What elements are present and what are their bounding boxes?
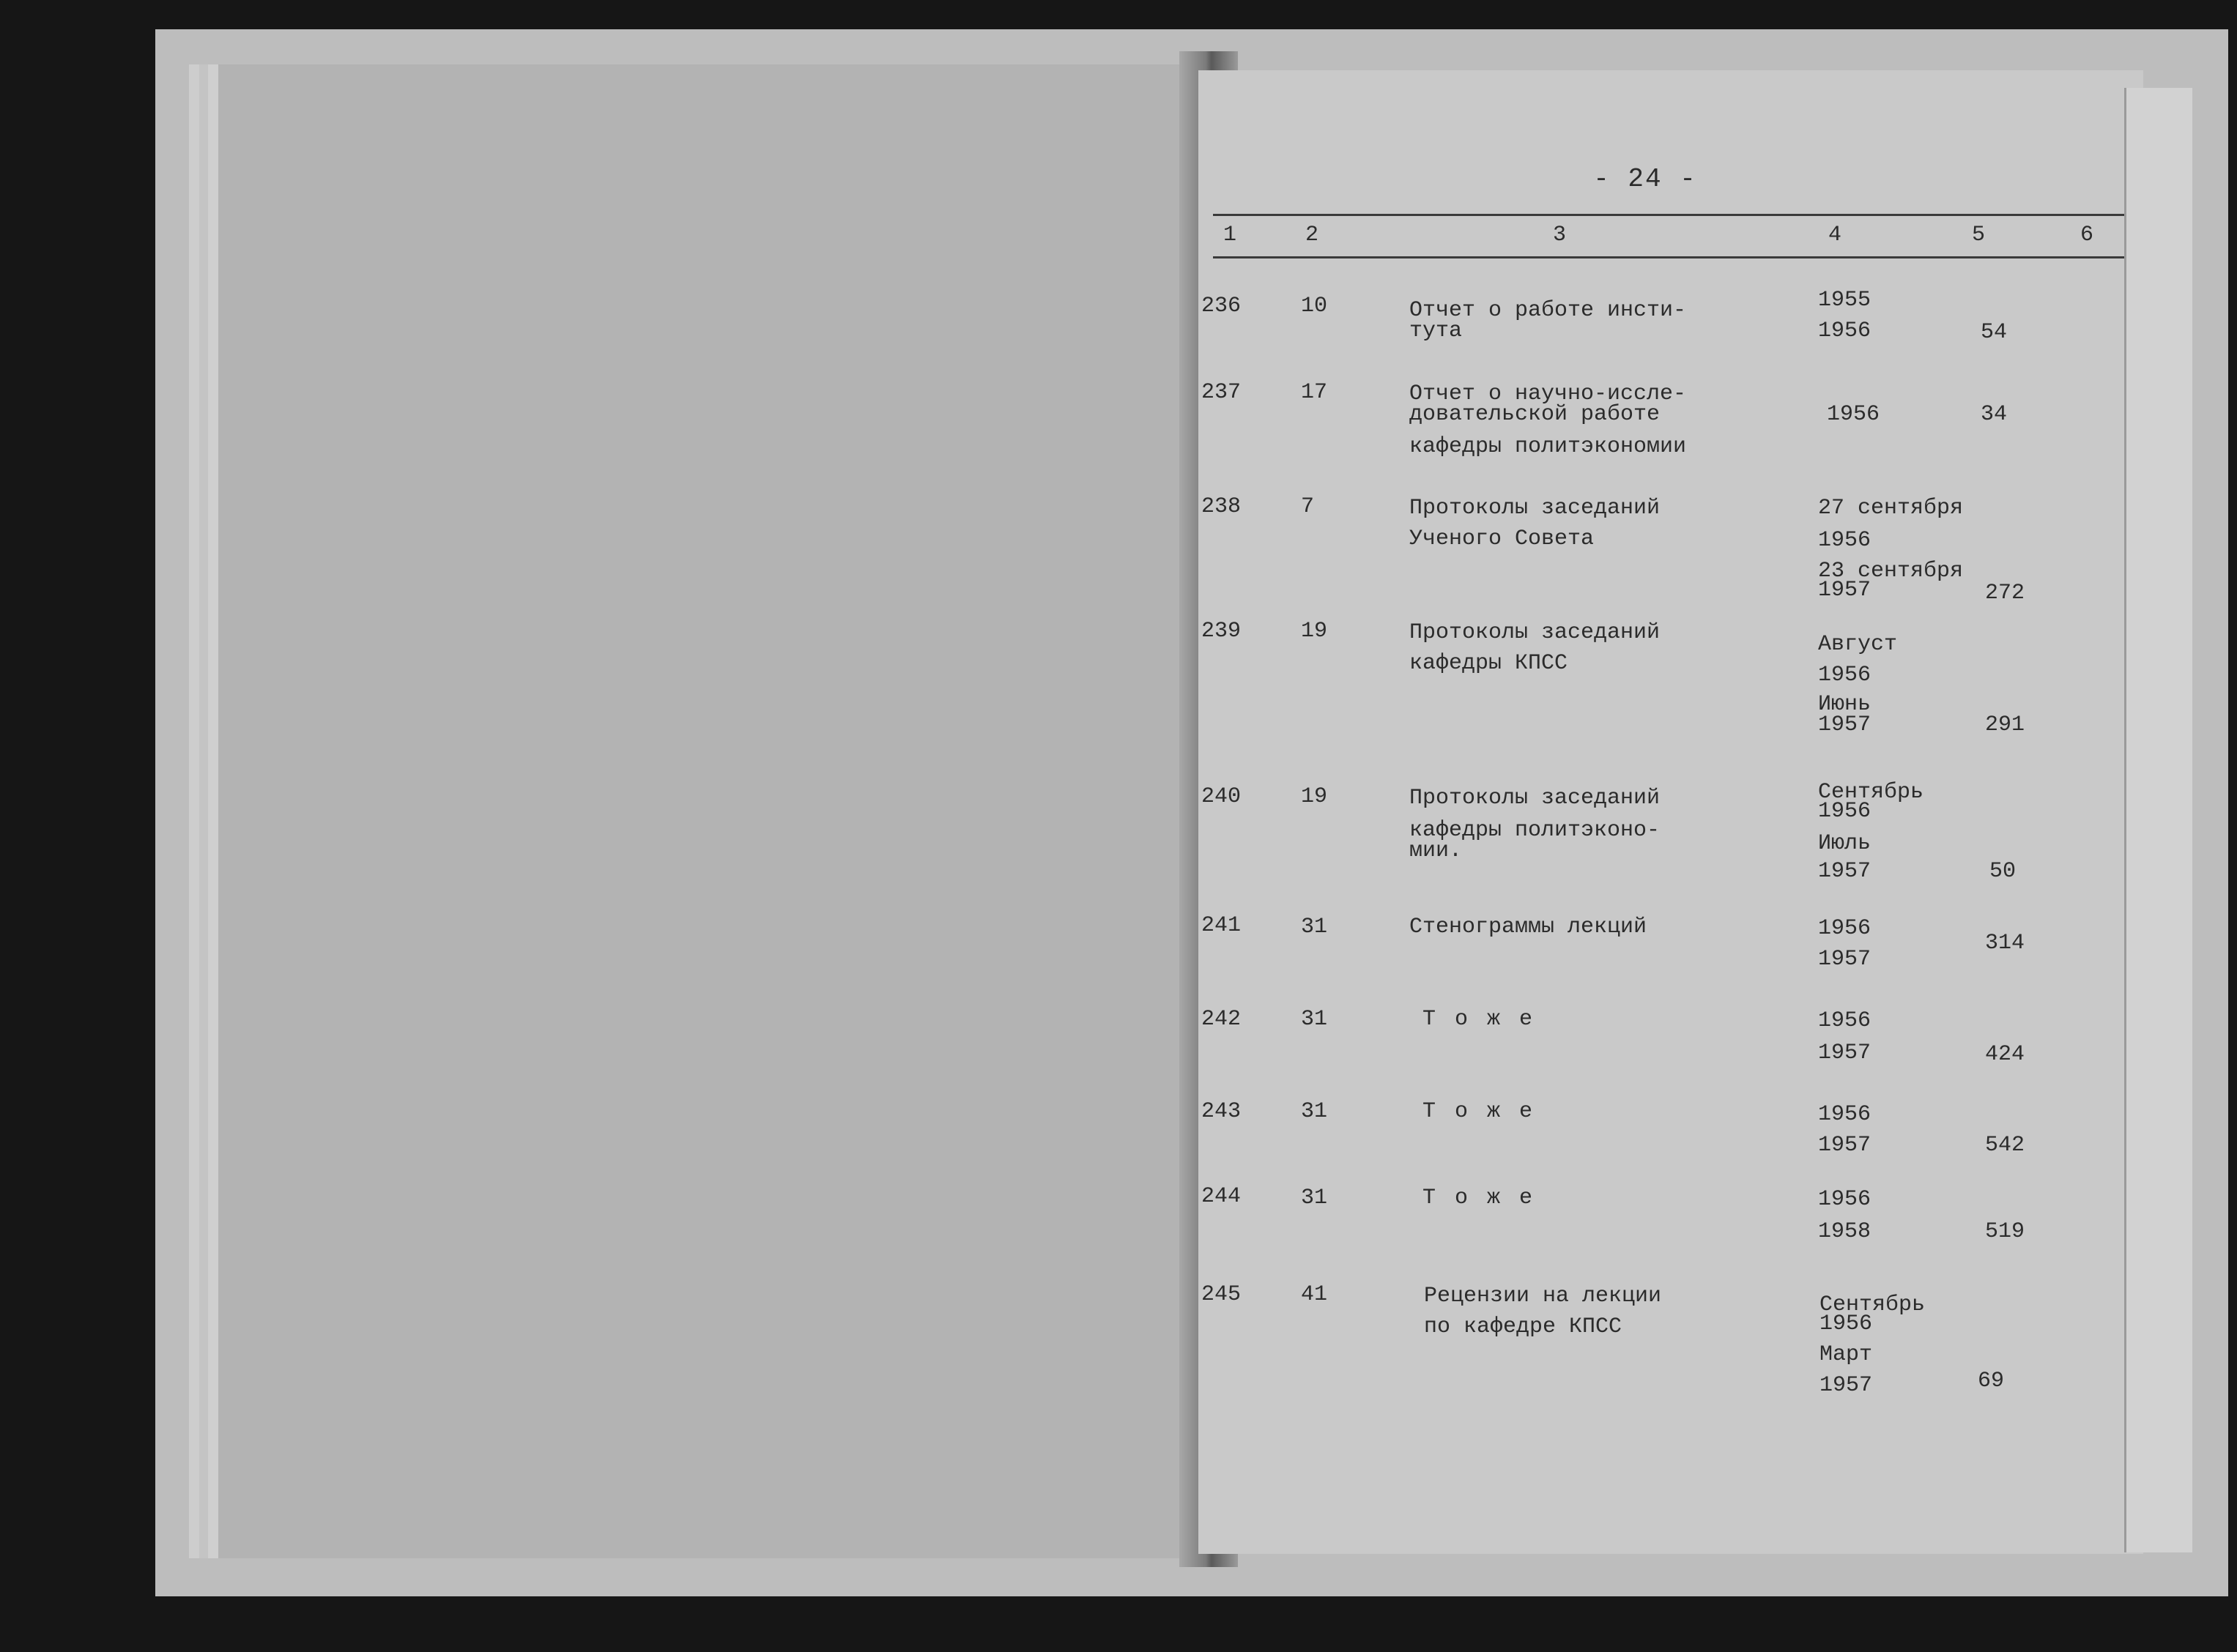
- row-count: 272: [1985, 581, 2025, 606]
- row-date: 1956: [1818, 1102, 1871, 1127]
- row-title-line: кафедры политэконо-: [1409, 818, 1661, 843]
- row-date: 1956: [1818, 916, 1871, 941]
- row-count: 314: [1985, 931, 2025, 956]
- row-title-line: Отчет о работе инсти-: [1409, 298, 1687, 323]
- row-date: 1956: [1819, 1311, 1873, 1336]
- table-header-top-rule: [1213, 214, 2129, 216]
- row-date: Июль: [1818, 831, 1871, 856]
- row-number: 236: [1201, 294, 1242, 319]
- row-date: 1956: [1818, 1187, 1871, 1212]
- row-title-line: Тоже: [1422, 1186, 1552, 1210]
- row-title-line: Стенограммы лекций: [1409, 915, 1647, 940]
- row-count: 69: [1978, 1369, 2005, 1394]
- row-number: 244: [1201, 1184, 1242, 1209]
- row-col2: 31: [1301, 1186, 1328, 1210]
- row-number: 240: [1201, 784, 1242, 809]
- row-date: 1957: [1818, 859, 1871, 884]
- row-date: 1956: [1827, 402, 1880, 427]
- row-title-line: Рецензии на лекции: [1424, 1284, 1662, 1309]
- row-date: 1958: [1818, 1219, 1871, 1244]
- row-date: 1956: [1818, 319, 1871, 343]
- row-title-line: Ученого Совета: [1409, 527, 1595, 551]
- row-col2: 17: [1301, 380, 1328, 405]
- row-date: Сентябрь: [1818, 780, 1924, 805]
- row-number: 241: [1201, 913, 1242, 938]
- row-date: 27 сентября: [1818, 496, 1964, 521]
- row-title-line: Тоже: [1422, 1099, 1552, 1124]
- row-date: 1956: [1818, 1008, 1871, 1033]
- column-header-6: 6: [2080, 223, 2094, 248]
- page-stack-edge: [2124, 88, 2192, 1552]
- row-date: Март: [1819, 1342, 1873, 1367]
- row-count: 542: [1985, 1133, 2025, 1158]
- row-title-line: по кафедре КПСС: [1424, 1314, 1622, 1339]
- row-title-line: тута: [1409, 319, 1463, 343]
- table-header-bottom-rule: [1213, 256, 2129, 258]
- row-date: 1956: [1818, 663, 1871, 688]
- row-date: 1956: [1818, 528, 1871, 553]
- row-date: 1957: [1818, 1133, 1871, 1158]
- row-number: 245: [1201, 1282, 1242, 1307]
- row-count: 50: [1989, 859, 2017, 884]
- row-count: 291: [1985, 712, 2025, 737]
- row-number: 243: [1201, 1099, 1242, 1124]
- row-col2: 31: [1301, 1007, 1328, 1032]
- row-date: Июнь: [1818, 692, 1871, 717]
- row-count: 34: [1981, 402, 2008, 427]
- row-title-line: довательской работе: [1409, 402, 1661, 427]
- row-number: 242: [1201, 1007, 1242, 1032]
- row-count: 54: [1981, 320, 2008, 345]
- row-col2: 7: [1301, 494, 1315, 519]
- row-title-line: Отчет о научно-иссле-: [1409, 382, 1687, 406]
- row-number: 237: [1201, 380, 1242, 405]
- row-title-line: кафедры политэкономии: [1409, 434, 1687, 459]
- row-col2: 19: [1301, 784, 1328, 809]
- column-header-3: 3: [1553, 223, 1567, 248]
- row-date: 1955: [1818, 288, 1871, 313]
- row-col2: 10: [1301, 294, 1328, 319]
- row-title-line: мии.: [1409, 838, 1463, 863]
- column-header-4: 4: [1828, 223, 1842, 248]
- row-date: 1957: [1818, 947, 1871, 972]
- row-count: 424: [1985, 1042, 2025, 1067]
- row-col2: 31: [1301, 1099, 1328, 1124]
- row-title-line: Протоколы заседаний: [1409, 496, 1661, 521]
- row-date: 1956: [1818, 799, 1871, 824]
- row-date: Сентябрь: [1819, 1292, 1926, 1317]
- row-title-line: Протоколы заседаний: [1409, 620, 1661, 645]
- row-date: 23 сентября: [1818, 559, 1964, 584]
- row-col2: 31: [1301, 915, 1328, 940]
- row-date: 1957: [1818, 712, 1871, 737]
- left-blank-page: [218, 64, 1207, 1558]
- row-date: 1957: [1818, 578, 1871, 603]
- row-title-line: Протоколы заседаний: [1409, 786, 1661, 811]
- row-number: 239: [1201, 619, 1242, 644]
- row-title-line: кафедры КПСС: [1409, 651, 1568, 676]
- column-header-5: 5: [1972, 223, 1986, 248]
- archive-inventory-page: [1198, 70, 2143, 1554]
- page-number: - 24 -: [1593, 164, 1697, 194]
- column-header-1: 1: [1223, 223, 1237, 248]
- row-col2: 19: [1301, 619, 1328, 644]
- row-count: 519: [1985, 1219, 2025, 1244]
- column-header-2: 2: [1305, 223, 1319, 248]
- row-date: Август: [1818, 632, 1898, 657]
- row-col2: 41: [1301, 1282, 1328, 1307]
- row-number: 238: [1201, 494, 1242, 519]
- row-title-line: Тоже: [1422, 1007, 1552, 1032]
- row-date: 1957: [1819, 1373, 1873, 1398]
- row-date: 1957: [1818, 1041, 1871, 1065]
